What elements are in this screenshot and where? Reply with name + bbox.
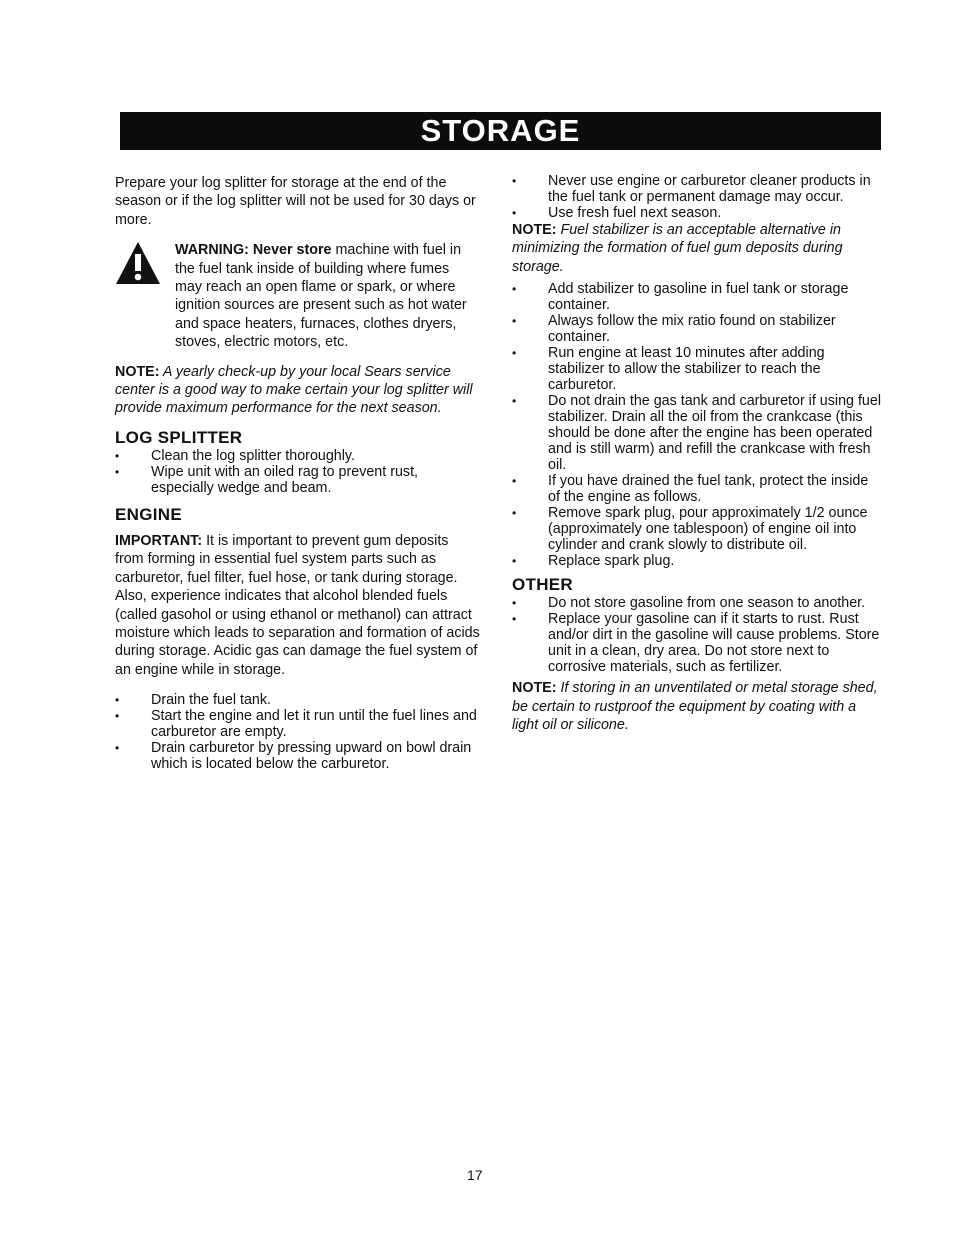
stabilizer-list (512, 281, 882, 569)
warning-text (175, 241, 480, 351)
note-storage (512, 679, 882, 734)
heading-engine: ENGINE (115, 504, 182, 524)
engine-list (115, 692, 480, 772)
note-body: If storing in an unventilated or metal storage shed, be certain to rustproof the equipment by coating with a light oil or silicone. (512, 680, 878, 734)
note-body: Fuel stabilizer is an acceptable alternative in minimizing the formation of fuel gum deposits during storage. (512, 222, 843, 275)
list-item: • Do not drain the gas tank and carburetor if using fuel stabilizer. Drain all the oil from the crankcase (this should be done after the engine has been operated and is still warm) and refill the crankcase with fresh oil. (512, 393, 882, 473)
important-label: IMPORTANT: (115, 532, 203, 549)
list-item: • Never use engine or carburetor cleaner products in the fuel tank or permanent damage may occur. (512, 173, 882, 205)
note-label: NOTE: (115, 363, 160, 380)
list-item: • Use fresh fuel next season. (512, 205, 882, 221)
warning-body: machine with fuel in the fuel tank inside of building where fumes may reach an open flame or spark, or where ignition sources are present such as hot water and space heaters, furnaces, clothes dryers, stoves, electric motors, etc. (175, 242, 467, 351)
list-item: • Clean the log splitter thoroughly. (115, 448, 480, 464)
list-item: • Drain the fuel tank. (115, 692, 480, 708)
warning-block (115, 241, 480, 351)
other-list (512, 595, 882, 675)
important-body: It is important to prevent gum deposits from forming in essential fuel system parts such as carburetor, fuel filter, fuel hose, or tank during storage. Also, experience indicates that alcohol blended fuels (called gasohol or using ethanol or methanol) can attract moisture which leads to separation and formation of acids during storage. Acidic gas can damage the fuel system of an engine while in storage. (115, 532, 480, 678)
list-item: • Run engine at least 10 minutes after adding stabilizer to allow the stabilizer to reach the carburetor. (512, 345, 882, 393)
heading-other: OTHER (512, 575, 573, 595)
note-checkup (115, 363, 480, 418)
warning-label: WARNING: Never store (175, 242, 332, 259)
warning-triangle-icon (115, 241, 161, 285)
list-item: • Remove spark plug, pour approximately 1/2 ounce (approximately one tablespoon) of engine oil into cylinder and crank slowly to distribute oil. (512, 505, 882, 553)
intro-paragraph: Prepare your log splitter for storage at the end of the season or if the log splitter will not be used for 30 days or more. (115, 175, 476, 228)
right-column (512, 173, 882, 734)
note-body: A yearly check-up by your local Sears service center is a good way to make certain your log splitter will provide maximum performance for the next season. (115, 363, 473, 417)
fuel-list (512, 173, 882, 221)
note-label: NOTE: (512, 680, 557, 697)
note-label: NOTE: (512, 222, 557, 238)
page-number: 17 (467, 1167, 483, 1183)
section-banner: STORAGE (120, 112, 881, 150)
list-item: • Add stabilizer to gasoline in fuel tank or storage container. (512, 281, 882, 313)
important-paragraph (115, 532, 480, 679)
list-item: • Start the engine and let it run until the fuel lines and carburetor are empty. (115, 708, 480, 740)
list-item: • Drain carburetor by pressing upward on bowl drain which is located below the carburetor. (115, 740, 480, 772)
list-item: • If you have drained the fuel tank, protect the inside of the engine as follows. (512, 473, 882, 505)
list-item: • Wipe unit with an oiled rag to prevent rust, especially wedge and beam. (115, 464, 480, 496)
note-stabilizer (512, 221, 882, 276)
list-item: • Always follow the mix ratio found on stabilizer container. (512, 313, 882, 345)
left-column (115, 174, 480, 772)
list-item: • Replace spark plug. (512, 553, 882, 569)
heading-log-splitter: LOG SPLITTER (115, 427, 243, 447)
log-splitter-list (115, 448, 480, 496)
list-item: • Replace your gasoline can if it starts to rust. Rust and/or dirt in the gasoline will cause problems. Store unit in a clean, dry area. Do not store next to corrosive materials, such as fertilizer. (512, 611, 882, 675)
list-item: • Do not store gasoline from one season to another. (512, 595, 882, 611)
